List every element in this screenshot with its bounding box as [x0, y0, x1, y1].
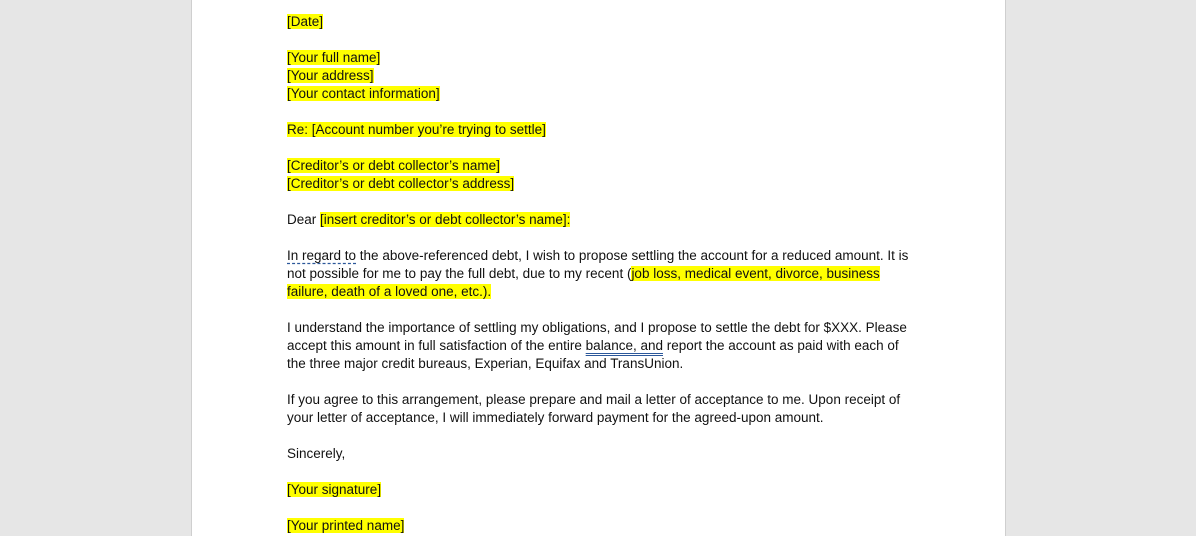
sender-address-placeholder: [Your address]	[287, 68, 374, 83]
creditor-address-line	[287, 175, 912, 193]
salutation-line	[287, 211, 912, 229]
closing: Sincerely,	[287, 446, 346, 461]
paragraph-3: If you agree to this arrangement, please prepare and mail a letter of acceptance to me. Upon receipt of your letter of acceptance, I will immediately forward payment for the agreed-upon amount.	[287, 392, 901, 425]
sender-contact-line	[287, 85, 912, 103]
grammar-flagged-phrase[interactable]: In regard to	[287, 248, 357, 263]
letter-body[interactable]	[287, 13, 912, 535]
sender-name-line	[287, 49, 912, 67]
creditor-name-line	[287, 157, 912, 175]
date-line	[287, 13, 912, 31]
creditor-name-placeholder: [Creditor’s or debt collector’s name]	[287, 158, 500, 173]
re-line-placeholder: Re: [Account number you’re trying to settle]	[287, 122, 546, 137]
signature-line	[287, 481, 912, 499]
document-page	[191, 0, 1006, 536]
paragraph-2-text-a: I understand the importance of settling my obligations, and I propose to settle the debt for $XXX. Please accept this amount in full satisfaction of the entire	[287, 320, 907, 353]
printed-name-line	[287, 517, 912, 535]
reason-placeholder: job loss, medical event, divorce, business failure, death of a loved one, etc.).	[287, 266, 880, 299]
paragraph-2	[287, 319, 912, 373]
salutation-placeholder: [insert creditor’s or debt collector’s name]:	[320, 212, 571, 227]
paragraph-1-text: the above-referenced debt, I wish to propose settling the account for a reduced amount. It is not possible for me to pay the full debt, due to my recent (	[287, 248, 909, 281]
date-placeholder: [Date]	[287, 14, 324, 29]
proofing-flagged-phrase[interactable]: balance, and	[585, 338, 663, 353]
salutation-text: Dear	[287, 212, 321, 227]
signature-placeholder: [Your signature]	[287, 482, 382, 497]
creditor-address-placeholder: [Creditor’s or debt collector’s address]	[287, 176, 515, 191]
paragraph-2-text-b: report the account as paid with each of the three major credit bureaus, Experian, Equifax and TransUnion.	[287, 338, 899, 371]
sender-contact-placeholder: [Your contact information]	[287, 86, 440, 101]
paragraph-1	[287, 247, 912, 301]
re-line	[287, 121, 912, 139]
printed-name-placeholder: [Your printed name]	[287, 518, 405, 533]
sender-address-line	[287, 67, 912, 85]
sender-name-placeholder: [Your full name]	[287, 50, 381, 65]
